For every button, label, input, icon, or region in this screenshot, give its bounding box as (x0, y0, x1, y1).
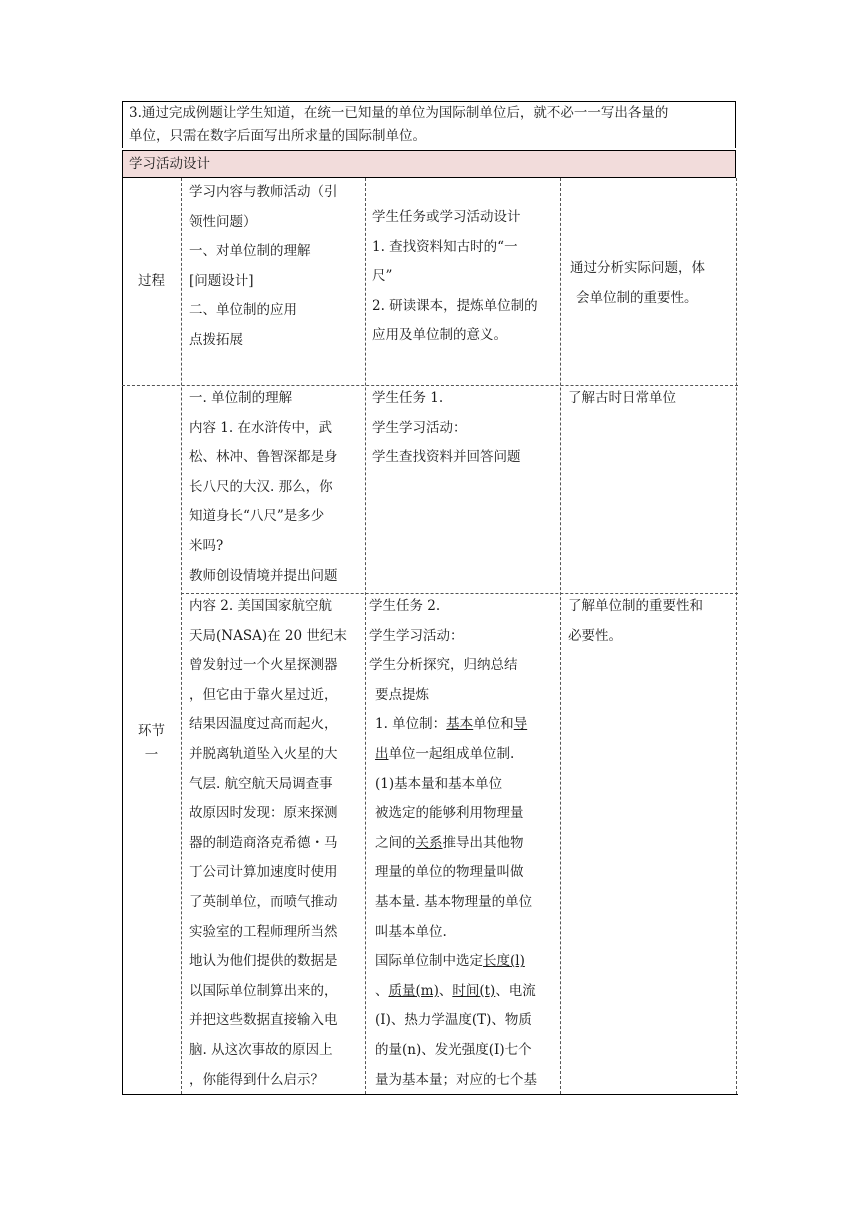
row2-col1-line: ，你能得到什么启示？ (189, 1071, 324, 1088)
text-run: 国际单位制中选定 (375, 953, 483, 970)
process-col2-line: 尺” (372, 268, 393, 285)
process-col1-line: 二、单位制的应用 (189, 302, 297, 319)
row2-col1-line: 脑. 从这次事故的原因上 (189, 1041, 333, 1058)
process-col2-line: 学生任务或学习活动设计 (372, 209, 521, 225)
stage-one-label-line2: 一 (144, 747, 159, 763)
row2-col1-line: 并脱离轨道坠入火星的大 (189, 745, 338, 762)
process-col2-line: 应用及单位制的意义。 (372, 327, 507, 344)
row2-col2-line: 被选定的能够利用物理量 (375, 805, 524, 822)
row2-col1-line: 丁公司计算加速度时使用 (189, 864, 338, 881)
stage-one-label-line1: 环节 (138, 723, 165, 739)
text-run: 、 (375, 982, 389, 999)
stage1-row1-col3 (568, 384, 736, 424)
text-run: 、 (438, 982, 453, 999)
row2-col2-line: 要点提炼 (375, 686, 429, 703)
text-run: 之间的 (375, 834, 416, 851)
stage1-row1-col2 (372, 384, 560, 504)
row2-col1-line: 了英制单位，而喷气推动 (189, 893, 338, 910)
stage1-row1-col1 (189, 384, 364, 592)
text-run: 、电流 (495, 982, 536, 999)
lesson-plan-page (122, 101, 738, 1094)
row2-col2-line: (1)基本量和基本单位 (375, 775, 503, 792)
row2-col2-line (369, 977, 560, 1007)
row1-col1-line: 内容 1. 在水浒传中，武 (189, 419, 332, 436)
process-col1-line: 一、对单位制的理解 (189, 243, 311, 260)
divider-col-d (736, 178, 737, 1094)
row2-col2-line: (I)、热力学温度(T)、物质 (375, 1012, 532, 1029)
intro-paragraph (122, 101, 736, 148)
row2-col1-line: ，但它由于靠火星过近， (189, 686, 338, 703)
row2-col3-line: 了解单位制的重要性和 (568, 598, 703, 614)
divider-col-b (365, 178, 366, 1094)
process-col1-line: 点拨拓展 (189, 331, 243, 348)
row2-col1-line: 器的制造商洛克希德・马 (189, 834, 338, 851)
process-col1-line: 学习内容与教师活动（引 (189, 184, 338, 200)
row2-col1-line: 气层. 航空航天局调查事 (189, 775, 333, 792)
process-label: 过程 (138, 272, 165, 289)
intro-line-1: 3.通过完成例题让学生知道，在统一已知量的单位为国际制单位后，就不必一一写出各量的 (129, 105, 669, 121)
row1-col1-line: 松、林冲、鲁智深都是身 (189, 449, 338, 466)
row2-col2-line: 叫基本单位. (375, 923, 447, 940)
process-col2-line: 1. 查找资料知古时的“一 (372, 238, 518, 255)
row2-col2-line: 学生任务 2. (369, 598, 441, 614)
stage1-row2-col1 (189, 592, 364, 1092)
row1-col1-line: 米吗? (189, 537, 224, 554)
text-run: 单位一起组成单位制. (388, 745, 515, 762)
divider-col-c (560, 178, 561, 1094)
row2-col2-line: 学生学习活动： (369, 627, 464, 644)
row1-col1-line: 知道身长“八尺”是多少 (189, 508, 325, 525)
underlined-term: 长度(l) (483, 953, 525, 970)
row2-col3-line: 必要性。 (568, 627, 622, 644)
row2-col1-line: 并把这些数据直接输入电 (189, 1012, 338, 1029)
underlined-term: 质量(m) (388, 982, 439, 999)
row1-col1-line: 长八尺的大汉. 那么，你 (189, 478, 333, 495)
row2-col1-line: 故原因时发现：原来探测 (189, 805, 338, 822)
process-col1-cell (189, 178, 364, 385)
row2-col2-line (369, 947, 560, 977)
process-col1-line: [问题设计] (189, 272, 254, 289)
row2-col2-line: 的量(n)、发光强度(I)七个 (375, 1041, 532, 1058)
stage1-row2-col3 (568, 592, 736, 662)
stage-one-label (122, 708, 181, 778)
underlined-term: 导 (513, 716, 528, 733)
divider-col-a (181, 178, 182, 1094)
row1-col2-line: 学生查找资料并回答问题 (372, 449, 521, 466)
row2-col2-line (369, 710, 560, 740)
process-col2-line: 2. 研读课本，提炼单位制的 (372, 297, 538, 314)
row2-col1-line: 天局(NASA)在 20 世纪末 (189, 627, 347, 644)
row2-col2-line (369, 740, 560, 770)
underlined-term: 出 (375, 745, 389, 762)
process-label-cell (122, 178, 181, 385)
text-run: 推导出其他物 (442, 834, 524, 851)
row2-col2-line: 量为基本量；对应的七个基 (375, 1071, 537, 1088)
section-header: 学习活动设计 (122, 150, 736, 178)
row1-col3-line: 了解古时日常单位 (568, 390, 676, 406)
row2-col1-line: 地认为他们提供的数据是 (189, 953, 338, 970)
activity-table (122, 178, 738, 1094)
row2-col1-line: 结果因温度过高而起火， (189, 716, 338, 733)
row1-col2-line: 学生任务 1. (372, 390, 444, 406)
process-col1-line: 领性问题） (189, 213, 257, 230)
row2-col2-line (369, 829, 560, 859)
intro-line-2: 单位，只需在数字后面写出所求量的国际制单位。 (129, 128, 426, 144)
row2-col2-line: 理量的单位的物理量叫做 (375, 864, 524, 881)
underlined-term: 时间(t) (452, 982, 496, 999)
row1-col1-line: 教师创设情境并提出问题 (189, 567, 338, 584)
row2-col1-line: 内容 2. 美国国家航空航 (189, 598, 332, 614)
row1-col2-line: 学生学习活动： (372, 419, 467, 436)
text-run: 单位和 (473, 716, 514, 733)
row1-col1-line: 一. 单位制的理解 (189, 390, 293, 406)
row2-col1-line: 实验室的工程师理所当然 (189, 923, 338, 940)
row2-col2-line: 基本量. 基本物理量的单位 (375, 893, 533, 910)
stage1-row2-col2 (369, 592, 560, 1092)
row2-col2-line: 学生分析探究，归纳总结 (369, 657, 518, 674)
row2-col1-line: 曾发射过一个火星探测器 (189, 657, 338, 674)
process-col3-line: 通过分析实际问题，体 (570, 260, 705, 276)
process-col2-cell (372, 203, 560, 383)
text-run: 1. 单位制： (375, 716, 447, 733)
process-col3-line: 会单位制的重要性。 (576, 289, 698, 306)
process-col3-cell (570, 254, 736, 314)
underlined-term: 基本 (446, 716, 474, 733)
table-bottom-border (122, 1094, 738, 1095)
underlined-term: 关系 (415, 834, 443, 851)
row2-col1-line: 以国际单位制算出来的， (189, 982, 338, 999)
